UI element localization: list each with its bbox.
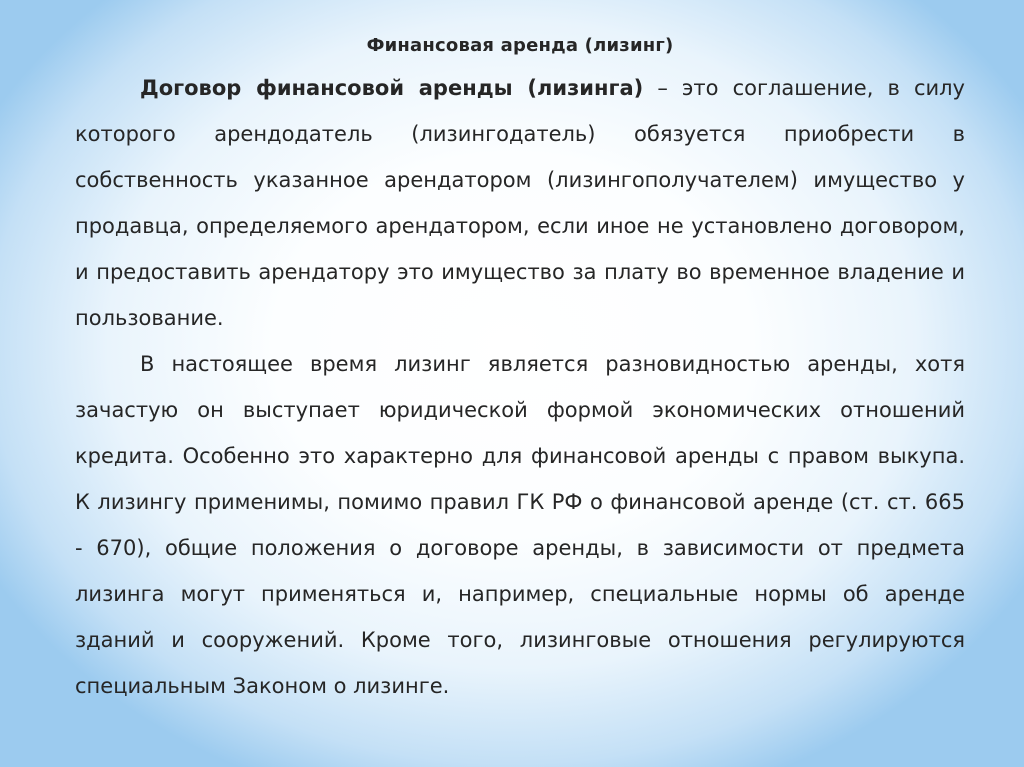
definition-text: – это соглашение, в силу которого арендодатель (лизингодатель) обязуется приобрести в собственность указанное арендатором (лизингополучателем) имущество у продавца, определяемого арендатором, если иное не установлено договором, и предоставить арендатору это имущество за плату во временное владение и пользование.	[75, 76, 965, 330]
definition-term: Договор финансовой аренды (лизинга)	[140, 76, 644, 100]
slide-content	[75, 33, 965, 709]
slide-title: Финансовая аренда (лизинг)	[366, 35, 674, 56]
paragraph-description: В настоящее время лизинг является разновидностью аренды, хотя зачастую он выступает юридической формой экономических отношений кредита. Особенно это характерно для финансовой аренды с правом выкупа. К лизингу применимы, помимо правил ГК РФ о финансовой аренде (ст. ст. 665 - 670), общие положения о договоре аренды, в зависимости от предмета лизинга могут применяться и, например, специальные нормы об аренде зданий и сооружений. Кроме того, лизинговые отношения регулируются специальным Законом о лизинге.	[75, 352, 965, 698]
paragraph-definition	[75, 65, 965, 341]
